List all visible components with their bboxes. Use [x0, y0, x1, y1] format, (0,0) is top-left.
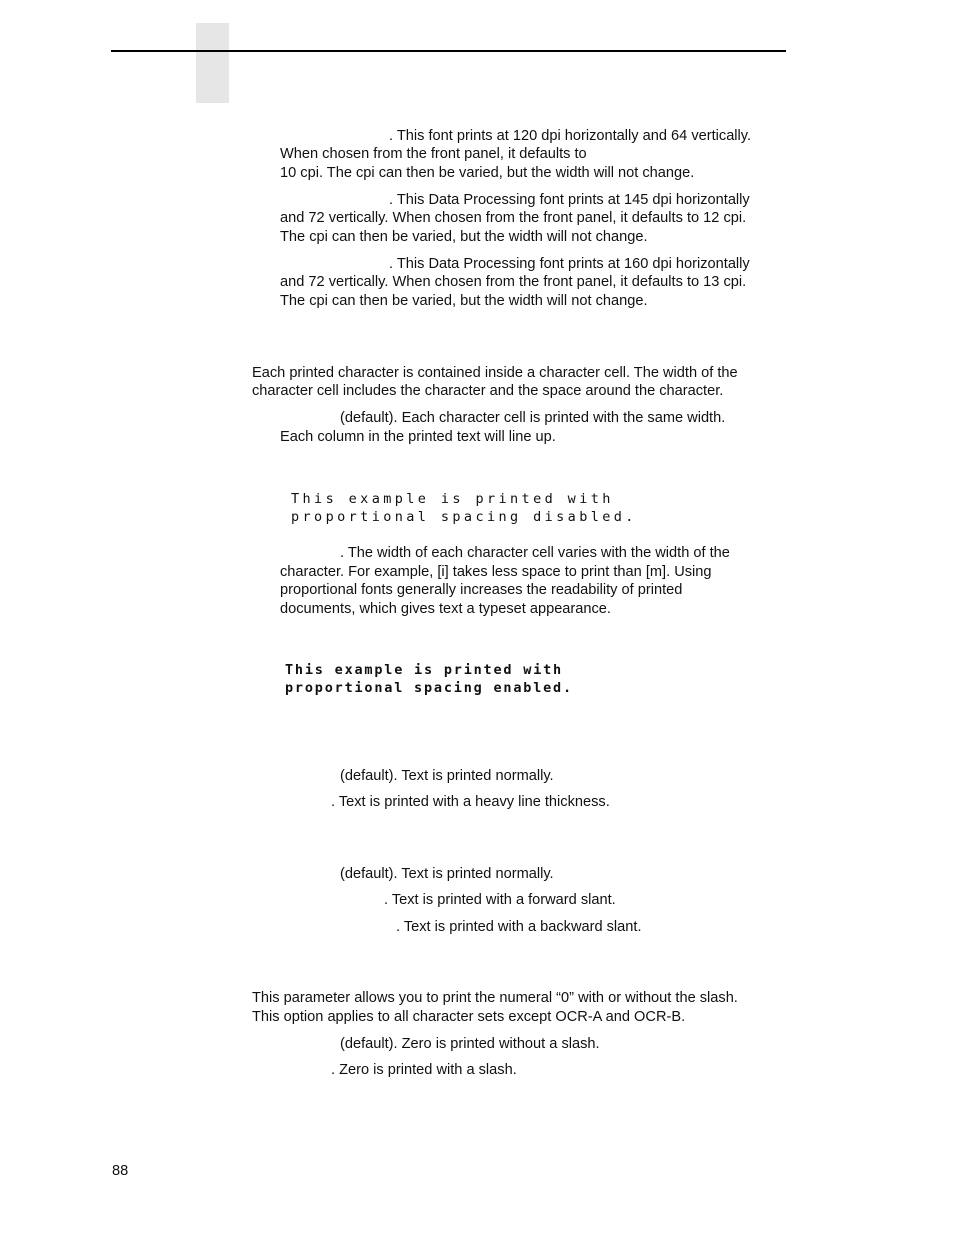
disabled-sample-line-2: proportional spacing disabled. [291, 509, 637, 525]
enabled-sample-line-1: This example is printed with [285, 662, 563, 678]
proportional-intro-line-2: character cell includes the character and the space around the character. [252, 383, 724, 399]
disabled-sample-line-1: This example is printed with [291, 491, 614, 507]
font-item-2-line-2: and 72 vertically. When chosen from the front panel, it defaults to 12 cpi. [280, 210, 747, 226]
slashed-zero-intro-line-2: This option applies to all character sets except OCR-A and OCR-B. [252, 1009, 686, 1025]
bold-heavy-desc: . Text is printed with a heavy line thickness. [331, 794, 610, 810]
font-item-3-line-3: The cpi can then be varied, but the width will not change. [280, 293, 648, 309]
font-item-2-line-1: . This Data Processing font prints at 145 dpi horizontally [389, 192, 750, 208]
font-item-1-line-2: When chosen from the front panel, it defaults to [280, 146, 587, 162]
font-item-2-line-3: The cpi can then be varied, but the width will not change. [280, 229, 648, 245]
proportional-enabled-desc-line-4: documents, which gives text a typeset appearance. [280, 601, 611, 617]
slashed-zero-intro-line-1: This parameter allows you to print the numeral “0” with or without the slash. [252, 990, 738, 1006]
enabled-sample-line-2: proportional spacing enabled. [285, 680, 573, 696]
proportional-enabled-desc-line-3: proportional fonts generally increases the readability of printed [280, 582, 683, 598]
font-item-1-line-3: 10 cpi. The cpi can then be varied, but the width will not change. [280, 165, 695, 181]
italic-forward-desc: . Text is printed with a forward slant. [384, 892, 616, 908]
proportional-intro-line-1: Each printed character is contained inside a character cell. The width of the [252, 365, 738, 381]
italic-normal-desc: (default). Text is printed normally. [340, 866, 554, 882]
bold-normal-desc: (default). Text is printed normally. [340, 768, 554, 784]
proportional-enabled-desc-line-2: character. For example, [i] takes less space to print than [m]. Using [280, 564, 712, 580]
header-rule [111, 50, 786, 52]
font-item-3-line-1: . This Data Processing font prints at 160 dpi horizontally [389, 256, 750, 272]
italic-backward-desc: . Text is printed with a backward slant. [396, 919, 642, 935]
font-item-1-line-1: . This font prints at 120 dpi horizontally and 64 vertically. [389, 128, 752, 144]
chapter-tab [196, 23, 229, 103]
font-item-3-line-2: and 72 vertically. When chosen from the front panel, it defaults to 13 cpi. [280, 274, 747, 290]
proportional-disabled-desc-line-2: Each column in the printed text will line up. [280, 429, 556, 445]
proportional-disabled-desc-line-1: (default). Each character cell is printed with the same width. [340, 410, 726, 426]
slashed-zero-off-desc: (default). Zero is printed without a slash. [340, 1036, 600, 1052]
page-number: 88 [112, 1163, 129, 1179]
proportional-enabled-desc-line-1: . The width of each character cell varies with the width of the [340, 545, 730, 561]
slashed-zero-on-desc: . Zero is printed with a slash. [331, 1062, 517, 1078]
